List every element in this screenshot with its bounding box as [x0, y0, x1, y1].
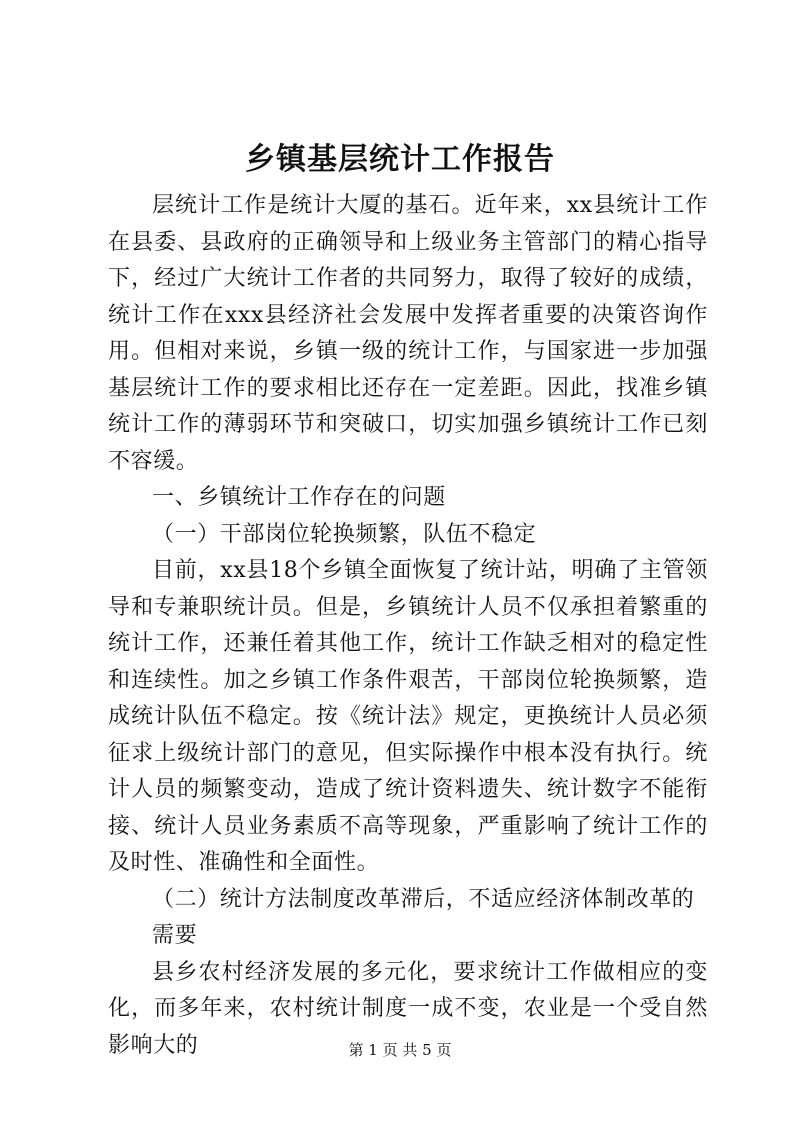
intro-paragraph: 层统计工作是统计大厦的基石。近年来，xx县统计工作在县委、县政府的正确领导和上级业务主管部门的精心指导下，经过广大统计工作者的共同努力，取得了较好的成绩，统计工作在xxx县经济社会发展中发挥者重要的决策咨询作用。但相对来说，乡镇一级的统计工作，与国家进一步加强基层统计工作的要求相比还存在一定差距。因此，找准乡镇统计工作的薄弱环节和突破口，切实加强乡镇统计工作已刻不容缓。 — [108, 193, 708, 474]
document-body — [108, 188, 708, 1064]
section-heading-problems: 一、乡镇统计工作存在的问题 — [152, 485, 446, 510]
page-number-footer: 第 1 页 共 5 页 — [348, 1041, 452, 1059]
body-paragraph-1: 目前，xx县18个乡镇全面恢复了统计站，明确了主管领导和专兼职统计员。但是，乡镇统计人员不仅承担着繁重的统计工作，还兼任着其他工作，统计工作缺乏相对的稳定性和连续性。加之乡镇工作条件艰苦，干部岗位轮换频繁，造成统计队伍不稳定。按《统计法》规定，更换统计人员必须征求上级统计部门的意见，但实际操作中根本没有执行。统计人员的频繁变动，造成了统计资料遗失、统计数字不能衔接、统计人员业务素质不高等现象，严重影响了统计工作的及时性、准确性和全面性。 — [108, 558, 708, 875]
document-title: 乡镇基层统计工作报告 — [245, 142, 555, 177]
body-paragraph-2: 县乡农村经济发展的多元化，要求统计工作做相应的变化，而多年来，农村统计制度一成不变，农业是一个受自然影响大的 — [108, 959, 708, 1058]
subsection-heading-2: （二）统计方法制度改革滞后，不适应经济体制改革的需要 — [152, 886, 695, 948]
subsection-heading-1: （一）干部岗位轮换频繁，队伍不稳定 — [152, 521, 537, 547]
